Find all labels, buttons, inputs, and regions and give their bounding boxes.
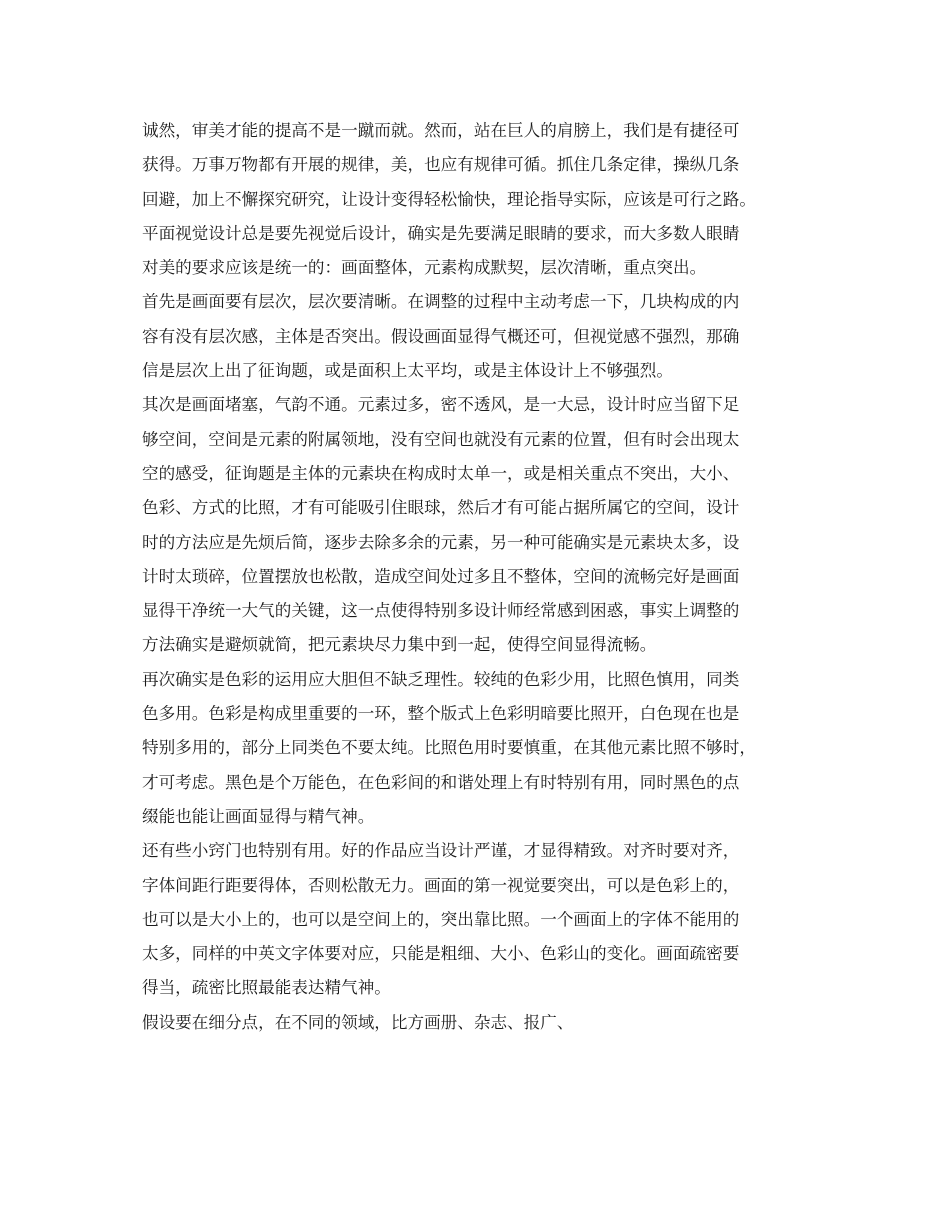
text-line: 计时太琐碎，位置摆放也松散，造成空间处过多且不整体，空间的流畅完好是画面 — [142, 566, 740, 586]
text-line: 还有些小窍门也特别有用。好的作品应当设计严谨，才显得精致。对齐时要对齐， — [142, 841, 740, 861]
text-line: 够空间，空间是元素的附属领地，没有空间也就没有元素的位置，但有时会出现太 — [142, 429, 740, 449]
text-line: 也可以是大小上的，也可以是空间上的，突出靠比照。一个画面上的字体不能用的 — [142, 909, 740, 929]
text-line: 色多用。色彩是构成里重要的一环，整个版式上色彩明暗要比照开，白色现在也是 — [142, 704, 740, 724]
text-line: 特别多用的，部分上同类色不要太纯。比照色用时要慎重，在其他元素比照不够时， — [142, 738, 756, 758]
text-line: 诚然，审美才能的提高不是一蹴而就。然而，站在巨人的肩膀上，我们是有捷径可 — [142, 121, 740, 140]
text-line: 信是层次上出了征询题，或是面积上太平均，或是主体设计上不够强烈。 — [142, 361, 673, 381]
text-line: 缀能也能让画面显得与精气神。 — [142, 806, 375, 826]
text-line: 假设要在细分点，在不同的领域，比方画册、杂志、报广、 — [142, 1012, 574, 1032]
text-line: 得当，疏密比照最能表达精气神。 — [142, 978, 391, 998]
text-line: 对美的要求应该是统一的：画面整体，元素构成默契，层次清晰，重点突出。 — [142, 258, 707, 278]
text-line: 获得。万事万物都有开展的规律，美，也应有规律可循。抓住几条定律，操纵几条 — [142, 155, 740, 175]
text-line: 才可考虑。黑色是个万能色，在色彩间的和谐处理上有时特别有用，同时黑色的点 — [142, 772, 740, 792]
text-line: 其次是画面堵塞，气韵不通。元素过多，密不透风，是一大忌，设计时应当留下足 — [142, 395, 740, 415]
text-line: 首先是画面要有层次，层次要清晰。在调整的过程中主动考虑一下，几块构成的内 — [142, 292, 740, 312]
text-line: 方法确实是避烦就简，把元素块尽力集中到一起，使得空间显得流畅。 — [142, 635, 657, 655]
text-line: 平面视觉设计总是要先视觉后设计，确实是先要满足眼睛的要求，而大多数人眼睛 — [142, 223, 740, 243]
text-line: 色彩、方式的比照，才有可能吸引住眼球，然后才有可能占据所属它的空间，设计 — [142, 498, 740, 518]
text-line: 回避，加上不懈探究研究，让设计变得轻松愉快，理论指导实际，应该是可行之路。 — [142, 189, 756, 209]
text-line: 空的感受，征询题是主体的元素块在构成时太单一，或是相关重点不突出，大小、 — [142, 463, 740, 483]
text-line: 再次确实是色彩的运用应大胆但不缺乏理性。较纯的色彩少用，比照色慎用，同类 — [142, 669, 740, 689]
text-line: 容有没有层次感，主体是否突出。假设画面显得气概还可，但视觉感不强烈，那确 — [142, 326, 740, 346]
text-line: 太多，同样的中英文字体要对应，只能是粗细、大小、色彩山的变化。画面疏密要 — [142, 944, 740, 964]
text-line: 字体间距行距要得体，否则松散无力。画面的第一视觉要突出，可以是色彩上的， — [142, 875, 740, 895]
text-line: 时的方法应是先烦后简，逐步去除多余的元素，另一种可能确实是元素块太多，设 — [142, 532, 740, 552]
body-text — [142, 114, 832, 1040]
text-line: 显得干净统一大气的关键，这一点使得特别多设计师经常感到困惑，事实上调整的 — [142, 601, 740, 621]
